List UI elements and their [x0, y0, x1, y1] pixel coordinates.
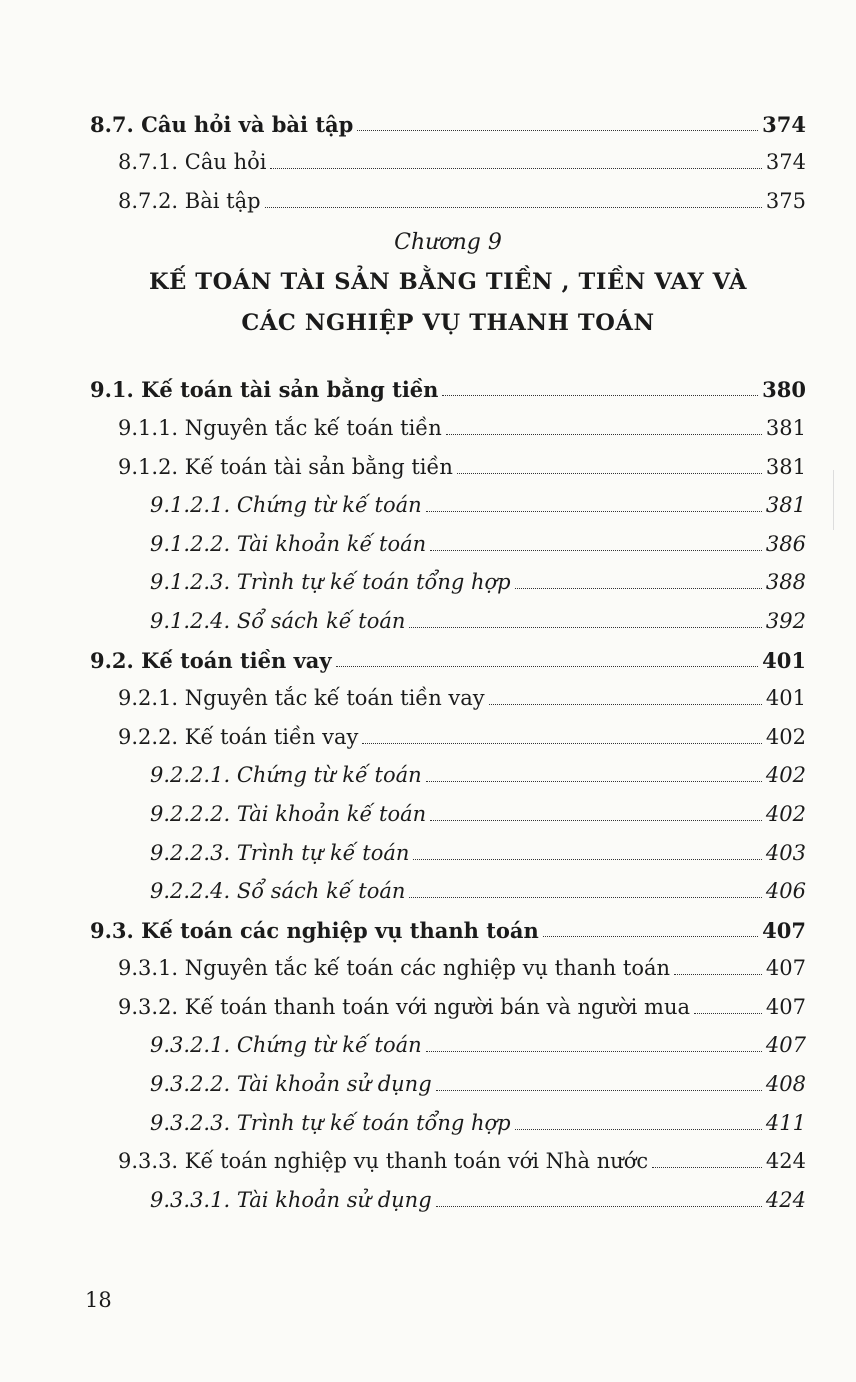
dot-leader — [430, 550, 762, 551]
toc-entry-title: 9.3.1. Nguyên tắc kế toán các nghiệp vụ thanh toán — [118, 956, 671, 981]
toc-entry[interactable] — [90, 941, 806, 980]
toc-entry-title: 8.7.2. Bài tập — [118, 188, 261, 213]
dot-leader — [336, 666, 759, 667]
dot-leader — [694, 1013, 762, 1014]
dot-leader — [357, 130, 758, 131]
toc-entry[interactable] — [90, 96, 806, 135]
table-of-contents — [90, 96, 806, 1211]
toc-entry-title: 9.1.2.1. Chứng từ kế toán — [150, 493, 422, 518]
toc-entry-title: 9.2.2.2. Tài khoản kế toán — [150, 801, 427, 826]
toc-entry[interactable] — [90, 439, 806, 478]
toc-entry[interactable] — [90, 593, 806, 632]
toc-entry-page: 381 — [765, 454, 806, 479]
toc-entry-page: 388 — [765, 570, 806, 595]
page-edge-shadow — [833, 470, 834, 530]
toc-entry-title: 9.3.2.3. Trình tự kế toán tổng hợp — [150, 1110, 511, 1135]
toc-entry[interactable] — [90, 632, 806, 671]
dot-leader — [457, 473, 762, 474]
toc-entry-title: 9.3.2. Kế toán thanh toán với người bán và người mua — [118, 994, 691, 1019]
toc-entry-title: 9.3.3. Kế toán nghiệp vụ thanh toán với Nhà nước — [118, 1149, 649, 1174]
toc-entry[interactable] — [90, 1018, 806, 1057]
toc-entry-page: 401 — [765, 686, 806, 711]
toc-entry-page: 407 — [765, 1033, 806, 1058]
toc-entry[interactable] — [90, 1172, 806, 1211]
dot-leader — [426, 511, 762, 512]
dot-leader — [489, 704, 762, 705]
dot-leader — [446, 434, 762, 435]
dot-leader — [543, 936, 758, 937]
page-number: 18 — [85, 1288, 112, 1312]
toc-entry-title: 9.1.2.4. Sổ sách kế toán — [150, 608, 406, 633]
toc-entry-page: 407 — [765, 956, 806, 981]
dot-leader — [515, 1129, 762, 1130]
toc-entry-title: 9.3.2.2. Tài khoản sử dụng — [150, 1072, 432, 1097]
toc-entry-title: 8.7.1. Câu hỏi — [118, 150, 267, 175]
toc-entry[interactable] — [90, 400, 806, 439]
toc-entry-title: 9.3.2.1. Chứng từ kế toán — [150, 1033, 422, 1058]
toc-entry-page: 402 — [765, 763, 806, 788]
dot-leader — [265, 207, 762, 208]
toc-entry-page: 386 — [765, 531, 806, 556]
dot-leader — [270, 168, 761, 169]
toc-entry-page: 375 — [765, 188, 806, 213]
toc-chapter-9 — [90, 362, 806, 1211]
toc-entry-title: 9.2.2.1. Chứng từ kế toán — [150, 763, 422, 788]
dot-leader — [426, 1051, 762, 1052]
dot-leader — [515, 588, 762, 589]
chapter-title-line-2: CÁC NGHIỆP VỤ THANH TOÁN — [241, 309, 655, 336]
toc-entry[interactable] — [90, 671, 806, 710]
toc-entry-title: 9.2.2.3. Trình tự kế toán — [150, 840, 410, 865]
toc-entry[interactable] — [90, 173, 806, 212]
toc-entry-title: 8.7. Câu hỏi và bài tập — [90, 111, 354, 137]
toc-entry-page: 407 — [762, 917, 806, 943]
toc-entry-page: 381 — [765, 493, 806, 518]
toc-entry[interactable] — [90, 1095, 806, 1134]
dot-leader — [652, 1167, 762, 1168]
dot-leader — [409, 627, 761, 628]
toc-entry[interactable] — [90, 825, 806, 864]
toc-entry-title: 9.2.1. Nguyên tắc kế toán tiền vay — [118, 686, 485, 711]
toc-entry-page: 407 — [765, 994, 806, 1019]
chapter-label: Chương 9 — [394, 229, 502, 255]
toc-entry[interactable] — [90, 1134, 806, 1173]
toc-entry[interactable] — [90, 709, 806, 748]
toc-entry[interactable] — [90, 979, 806, 1018]
toc-entry[interactable] — [90, 748, 806, 787]
toc-entry-page: 380 — [762, 377, 806, 403]
dot-leader — [430, 820, 762, 821]
toc-entry-page: 392 — [765, 608, 806, 633]
dot-leader — [442, 395, 758, 396]
toc-entry-page: 408 — [765, 1072, 806, 1097]
toc-entry-page: 374 — [762, 111, 806, 137]
toc-entry[interactable] — [90, 1056, 806, 1095]
chapter-title-line-1: KẾ TOÁN TÀI SẢN BẰNG TIỀN , TIỀN VAY VÀ — [148, 268, 748, 295]
toc-entry-title: 9.1.1. Nguyên tắc kế toán tiền — [118, 415, 442, 440]
chapter-heading — [90, 224, 806, 344]
toc-entry-title: 9.1.2.3. Trình tự kế toán tổng hợp — [150, 570, 511, 595]
toc-entry-page: 424 — [765, 1149, 806, 1174]
toc-entry-title: 9.2.2. Kế toán tiền vay — [118, 724, 359, 749]
toc-entry-page: 402 — [765, 724, 806, 749]
dot-leader — [436, 1206, 762, 1207]
toc-entry[interactable] — [90, 864, 806, 903]
toc-entry[interactable] — [90, 135, 806, 174]
toc-entry-title: 9.1. Kế toán tài sản bằng tiền — [90, 377, 439, 403]
toc-entry-title: 9.3.3.1. Tài khoản sử dụng — [150, 1187, 432, 1212]
toc-entry-page: 402 — [765, 801, 806, 826]
dot-leader — [413, 859, 762, 860]
toc-entry-title: 9.1.2. Kế toán tài sản bằng tiền — [118, 454, 453, 479]
toc-entry-title: 9.3. Kế toán các nghiệp vụ thanh toán — [90, 917, 539, 943]
toc-entry-page: 424 — [765, 1187, 806, 1212]
toc-entry[interactable] — [90, 362, 806, 401]
dot-leader — [362, 743, 762, 744]
toc-entry[interactable] — [90, 786, 806, 825]
toc-entry-page: 411 — [765, 1110, 806, 1135]
dot-leader — [409, 897, 761, 898]
toc-entry-page: 374 — [765, 150, 806, 175]
toc-section-8-7 — [90, 96, 806, 212]
toc-entry[interactable] — [90, 516, 806, 555]
toc-entry[interactable] — [90, 555, 806, 594]
toc-entry-page: 381 — [765, 415, 806, 440]
dot-leader — [436, 1090, 762, 1091]
toc-entry-title: 9.2. Kế toán tiền vay — [90, 647, 332, 673]
dot-leader — [426, 781, 762, 782]
toc-entry-title: 9.1.2.2. Tài khoản kế toán — [150, 531, 427, 556]
toc-entry-title: 9.2.2.4. Sổ sách kế toán — [150, 879, 406, 904]
dot-leader — [674, 974, 762, 975]
toc-entry-page: 406 — [765, 879, 806, 904]
toc-entry[interactable] — [90, 902, 806, 941]
toc-entry-page: 403 — [765, 840, 806, 865]
toc-entry[interactable] — [90, 478, 806, 517]
toc-entry-page: 401 — [762, 647, 806, 673]
